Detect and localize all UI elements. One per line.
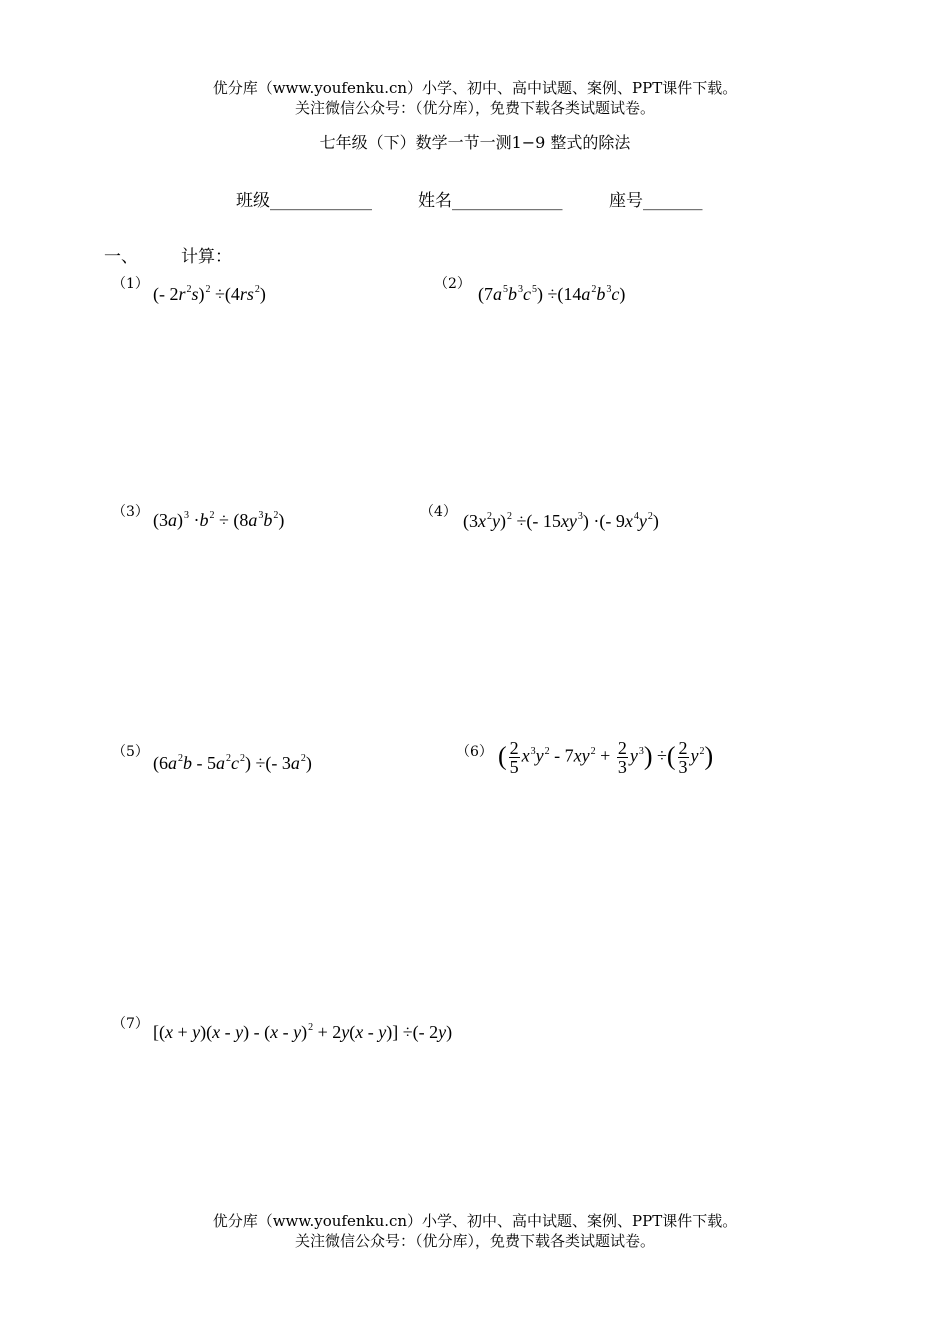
section-number: 一、: [104, 247, 138, 267]
seat-blank: _______: [643, 191, 703, 211]
name-field: [418, 186, 563, 211]
problem-3-expression: $(3a)^3 \cdot b^2 \div (8a^3b^2)$: [153, 510, 285, 530]
seat-field: [609, 186, 703, 211]
footer-line-2: 关注微信公众号：（优分库），免费下载各类试题试卷。: [294, 1232, 655, 1250]
class-field: [236, 186, 372, 211]
problem-7-number: （7）: [112, 1016, 149, 1032]
name-label: 姓名: [418, 191, 452, 211]
problem-3-number: （3）: [112, 504, 149, 520]
problem-4-expression: $(3x^2y)^2$ ÷(- $15xy^3$) ·(- $9x^4y^2$): [463, 511, 659, 531]
problem-4-number: （4）: [420, 504, 457, 520]
footer-line-1: 优分库（www.youfenku.cn）小学、初中、高中试题、案例、PPT课件下载。: [212, 1212, 738, 1230]
seat-label: 座号: [609, 191, 643, 211]
problem-2-number: （2）: [434, 276, 471, 292]
page-title: 七年级（下）数学一节一测1−9 整式的除法: [319, 133, 631, 152]
problem-1-number: （1）: [112, 276, 149, 292]
problem-5-number: （5）: [112, 744, 149, 760]
class-label: 班级: [236, 191, 270, 211]
problem-5-expression: $(6a^2b - 5a^2c^2)$ ÷(- $3a^2$): [153, 753, 312, 773]
problem-6-number: （6）: [456, 744, 493, 760]
problem-6-expression: ( $\frac{2}{5}$ $x^3y^2 - 7xy^2$ + $\frac{2}{3}$ $y^3$) ÷( $\frac{2}{3}$ $y^2$): [498, 738, 714, 777]
problem-1-expression: (- $2r^2s)^2 \div(4rs^2)$: [153, 284, 266, 304]
name-blank: _____________: [452, 191, 563, 211]
problem-7-expression: [(x + y)(x - y) - (x - y)$^2$ + 2y(x - y)] ÷(- 2y): [153, 1022, 453, 1042]
problem-2-expression: $(7a^5b^3c^5) \div(14a^2b^3c)$: [478, 284, 626, 304]
header-line-2: 关注微信公众号：（优分库），免费下载各类试题试卷。: [294, 99, 655, 117]
class-blank: ____________: [270, 191, 372, 211]
section-label: 计算：: [181, 247, 232, 267]
header-line-1: 优分库（www.youfenku.cn）小学、初中、高中试题、案例、PPT课件下载。: [212, 79, 738, 97]
